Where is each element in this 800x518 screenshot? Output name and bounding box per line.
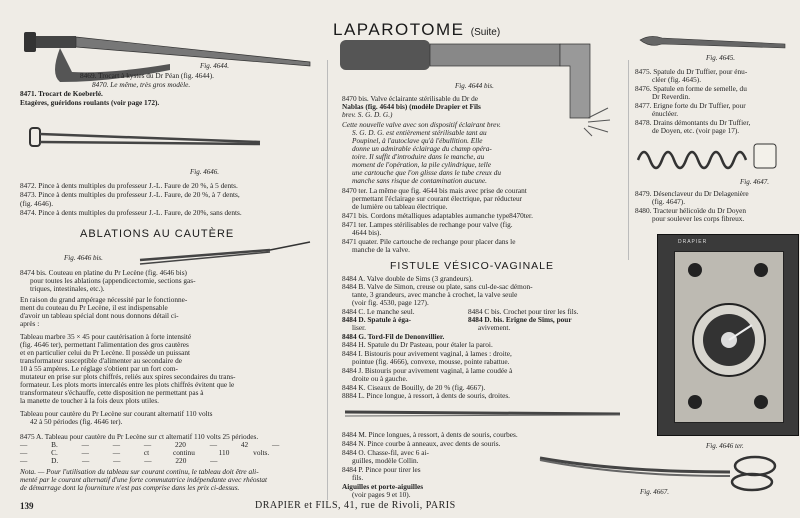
item-8471bis: 8471 bis. Cordons métalliques adaptables aumanche type8470ter.	[342, 211, 533, 220]
tableau-text-1: Tableau marbre 35 × 45 pour cautérisation à forte intensité	[20, 332, 192, 341]
valve-8470bis-1: 8470 bis. Valve éclairante stérilisable du Dr de	[342, 94, 479, 103]
section-heading-ablations: ABLATIONS AU CAUTÈRE	[80, 228, 235, 240]
aiguilles-ref: (voir pages 9 et 10).	[352, 490, 411, 499]
valve-desc-4: donne un admirable éclairage du champ opéra-	[352, 144, 492, 153]
item-8469: 8469. Trocart à kystes du Dr Péan (fig. 4644).	[80, 71, 214, 80]
item-8484a: 8484 A. Valve double de Sims (3 grandeurs).	[342, 274, 473, 283]
item-8473: 8473. Pince à dents multiples du professeur J.-L. Faure, de 20 %, à 7 dents,	[20, 190, 240, 199]
valve-desc-1: Cette nouvelle valve avec son dispositif éclairant brev.	[342, 120, 501, 129]
valve-desc-6: moment de l'opération, la pile cylindrique, telle	[352, 160, 491, 169]
item-8475: 8475. Spatule du Dr Tuffier, pour énu-	[635, 67, 748, 76]
ampere-text-3: d'avoir un tableau spécial dont nous donnons détail ci-	[20, 311, 179, 320]
figure-caption-4644: Fig. 4644.	[200, 62, 229, 70]
figure-caption-4667: Fig. 4667.	[640, 488, 669, 496]
valve-desc-3: Poupinel, à l'autoclave qu'à l'ébullition. Elle	[352, 136, 483, 145]
tableau-text-3: et en particulier celui du Pr Lecène. Il possède un puissant	[20, 348, 191, 357]
page-title-suffix: (Suite)	[470, 27, 501, 38]
tableau-option-b: — B. — — — 220 — 42 —	[20, 440, 280, 449]
item-8480: 8480. Tracteur hélicoïde du Dr Doyen	[635, 206, 747, 215]
item-8484dbis-2: avivement.	[478, 323, 511, 332]
tableau-text-5: 10 à 55 ampères. Le réglage s'obtient par un fort com-	[20, 364, 178, 373]
valve-desc-7: une cartouche que l'on glisse dans le tube creux du	[352, 168, 502, 177]
valve-desc-8: manche sans risque de contamination aucune.	[352, 176, 487, 185]
ampere-text-1: En raison du grand ampérage nécessité par le fonctionne-	[20, 295, 188, 304]
panel-knob-4	[754, 395, 768, 409]
item-8484b-1: 8484 B. Valve de Simon, creuse ou plate, sans cul-de-sac démon-	[342, 282, 533, 291]
item-8470ter-1: 8470 ter. La même que fig. 4644 bis mais avec prise de courant	[342, 186, 527, 195]
item-8472: 8472. Pince à dents multiples du professeur J.-L. Faure de 20 %, à 5 dents.	[20, 181, 238, 190]
item-etageres: Etagères, guéridons roulants (voir page 172).	[20, 98, 160, 107]
item-8484b-2: tante, 3 grandeurs, avec manche à crochet, la valve seule	[352, 290, 518, 299]
panel-knob-1	[688, 263, 702, 277]
ablation-text-1: 8474 bis. Couteau en platine du Pr Lecène (fig. 4646 bis)	[20, 268, 187, 277]
item-8471ter-2: 4644 bis).	[352, 228, 382, 237]
valve-desc-5: toire. Il suffit d'introduire dans le manche, au	[352, 152, 485, 161]
panel-knob-2	[754, 263, 768, 277]
figure-caption-4644-bis: Fig. 4644 bis.	[455, 82, 494, 90]
item-8484d: 8484 D. Spatule à éga-	[342, 315, 412, 324]
publisher-line: DRAPIER et FILS, 41, rue de Rivoli, PARIS	[255, 500, 456, 511]
item-8484g: 8484 G. Tord-Fil de Denonvillier.	[342, 332, 445, 341]
item-8473-fig: (fig. 4646).	[20, 199, 54, 208]
item-8484d-2: liser.	[352, 323, 366, 332]
item-8470ter-3: de lumière ou tableau électrique.	[352, 202, 448, 211]
valve-8470bis-3: brev. S. G. D. G.)	[342, 110, 393, 119]
page-title-text: LAPAROTOME	[333, 20, 465, 39]
tableau-text-9: la manette de toucher à la fois deux plots utiles.	[20, 396, 160, 405]
device-label: DRAPIER	[678, 239, 708, 245]
column-divider-right	[628, 60, 629, 260]
item-8484m: 8484 M. Pince longues, à ressort, à dents de souris, courbes.	[342, 430, 518, 439]
item-8484i-1: 8484 I. Bistouris pour avivement vaginal, à lames : droite,	[342, 349, 512, 358]
lecene-tableau-1: Tableau pour cautère du Pr Lecène sur courant alternatif 110 volts	[20, 409, 213, 418]
ampere-text-2: ment du couteau du Pr Lecène, il est indispensable	[20, 303, 168, 312]
item-8884l: 8884 L. Pince longue, à ressort, à dents de souris, droites.	[342, 391, 510, 400]
valve-8470bis-2: Nablas (fig. 4644 bis) (modèle Drapier et Fils	[342, 102, 481, 111]
item-8479: 8479. Désenclaveur du Dr Delagenière	[635, 189, 749, 198]
spatule-illustration	[640, 30, 790, 54]
nota-2: menté par le courant alternatif d'une forte commutatrice indépendante avec rhéostat	[20, 475, 268, 484]
control-panel-illustration	[657, 234, 799, 436]
item-8484n: 8484 N. Pince courbe à anneaux, avec dents de souris.	[342, 439, 501, 448]
figure-caption-4647: Fig. 4647.	[740, 178, 769, 186]
tableau-option-c: — C. — — ct continu 110 volts.	[20, 448, 270, 457]
valve-desc-2: S. G. D. G. est entièrement stérilisable tant au	[352, 128, 487, 137]
ciseaux-illustration	[540, 450, 796, 490]
item-8478: 8478. Drains démontants du Dr Tuffier,	[635, 118, 751, 127]
ampere-text-4: après :	[20, 319, 40, 328]
item-8484o-2: guilles, modèle Collin.	[352, 456, 419, 465]
item-8477-2: énucléer.	[652, 109, 679, 118]
nota-3: de démarrage dont la fourniture n'est pas comprise dans les prix ci-dessus.	[20, 483, 240, 492]
item-8484i-2: pointue (fig. 4666), convexe, mousse, pointe rabattue.	[352, 357, 510, 366]
item-8470: 8470. Le même, très gros modèle.	[92, 80, 191, 89]
item-8484dbis: 8484 D. bis. Erigne de Sims, pour	[468, 315, 572, 324]
item-8478-2: de Doyen, etc. (voir page 17).	[652, 126, 740, 135]
item-8471quater-1: 8471 quater. Pile cartouche de rechange pour placer dans le	[342, 237, 516, 246]
tableau-text-7: formateur. Les plots morts intercalés entre les plots chiffrés évitent que le	[20, 380, 235, 389]
figure-caption-4646: Fig. 4646.	[190, 168, 219, 176]
ablation-text-2: pour toutes les ablations (appendicectomie, sections gas-	[30, 276, 196, 285]
item-8471ter-1: 8471 ter. Lampes stérilisables de rechange pour valve (fig.	[342, 220, 513, 229]
lecene-tableau-2: 42 à 50 périodes (fig. 4646 ter).	[30, 417, 123, 426]
item-8484c: 8484 C. Le manche seul.	[342, 307, 415, 316]
figure-caption-4646-ter: Fig. 4646 ter.	[706, 442, 744, 450]
ablation-text-3: triques, intestinales, etc.).	[30, 284, 105, 293]
item-8471quater-2: manche de la valve.	[352, 245, 410, 254]
figure-caption-4646-bis: Fig. 4646 bis.	[64, 254, 103, 262]
item-8479-2: (fig. 4647).	[652, 197, 686, 206]
item-8470ter-2: permettant l'éclairage sur courant électrique, par réducteur	[352, 194, 523, 203]
item-8484j-2: droite ou à gauche.	[352, 374, 408, 383]
tableau-text-2: (fig. 4646 ter), permettant l'alimentation des gros cautères	[20, 340, 189, 349]
item-8476: 8476. Spatule en forme de semelle, du	[635, 84, 747, 93]
item-8480-2: pour soulever les corps fibreux.	[652, 214, 745, 223]
item-8476-2: Dr Reverdin.	[652, 92, 691, 101]
item-8484k: 8484 K. Ciseaux de Bouilly, de 20 % (fig. 4667).	[342, 383, 486, 392]
item-8484p-2: fils.	[352, 473, 364, 482]
tableau-option-d: — D. — — — 220 —	[20, 456, 218, 465]
item-8475-2: cléer (fig. 4645).	[652, 75, 702, 84]
item-8477: 8477. Erigne forte du Dr Tuffier, pour	[635, 101, 746, 110]
item-8484j-1: 8484 J. Bistouris pour avivement vaginal, à lame coudée à	[342, 366, 513, 375]
item-8484p-1: 8484 P. Pince pour tirer les	[342, 465, 421, 474]
column-divider-left	[327, 60, 328, 500]
page-title	[333, 20, 500, 40]
panel-knob-3	[688, 395, 702, 409]
figure-caption-4645: Fig. 4645.	[706, 54, 735, 62]
section-heading-fistule: FISTULE VÉSICO-VAGINALE	[390, 260, 555, 272]
aiguilles-title: Aiguilles et porte-aiguilles	[342, 482, 424, 491]
item-8484b-3: (voir fig. 4530, page 127).	[352, 298, 429, 307]
tracteur-illustration	[636, 140, 786, 180]
nota-1: Nota. — Pour l'utilisation du tableau sur courant continu, le tableau doit être ali-	[20, 467, 259, 476]
tableau-text-4: transformateur susceptible d'alimenter au secondaire de	[20, 356, 182, 365]
item-8471: 8471. Trocart de Koeberlé.	[20, 89, 103, 98]
tableau-text-6: mutateur en prise sur plots chiffrés, reliés aux spires secondaires du trans-	[20, 372, 236, 381]
item-8484cbis: 8484 C bis. Crochet pour tirer les fils.	[468, 307, 579, 316]
item-8484o-1: 8484 O. Chasse-fil, avec 6 ai-	[342, 448, 429, 457]
tableau-option-a: 8475 A. Tableau pour cautère du Pr Lecène sur ct alternatif 110 volts 25 périodes.	[20, 432, 259, 441]
long-pince-illustration	[345, 404, 625, 424]
page-number: 139	[20, 501, 34, 511]
panel-dial	[684, 295, 774, 385]
tableau-text-8: transformateur s'échauffe, cette disposition ne permettant pas à	[20, 388, 204, 397]
pince-illustration	[30, 120, 270, 160]
couteau-illustration	[140, 240, 320, 270]
item-8484h: 8484 H. Spatule du Dr Pasteau, pour étaler la paroi.	[342, 340, 493, 349]
item-8474: 8474. Pince à dents multiples du professeur J.-L. Faure, de 20%, sans dents.	[20, 208, 242, 217]
